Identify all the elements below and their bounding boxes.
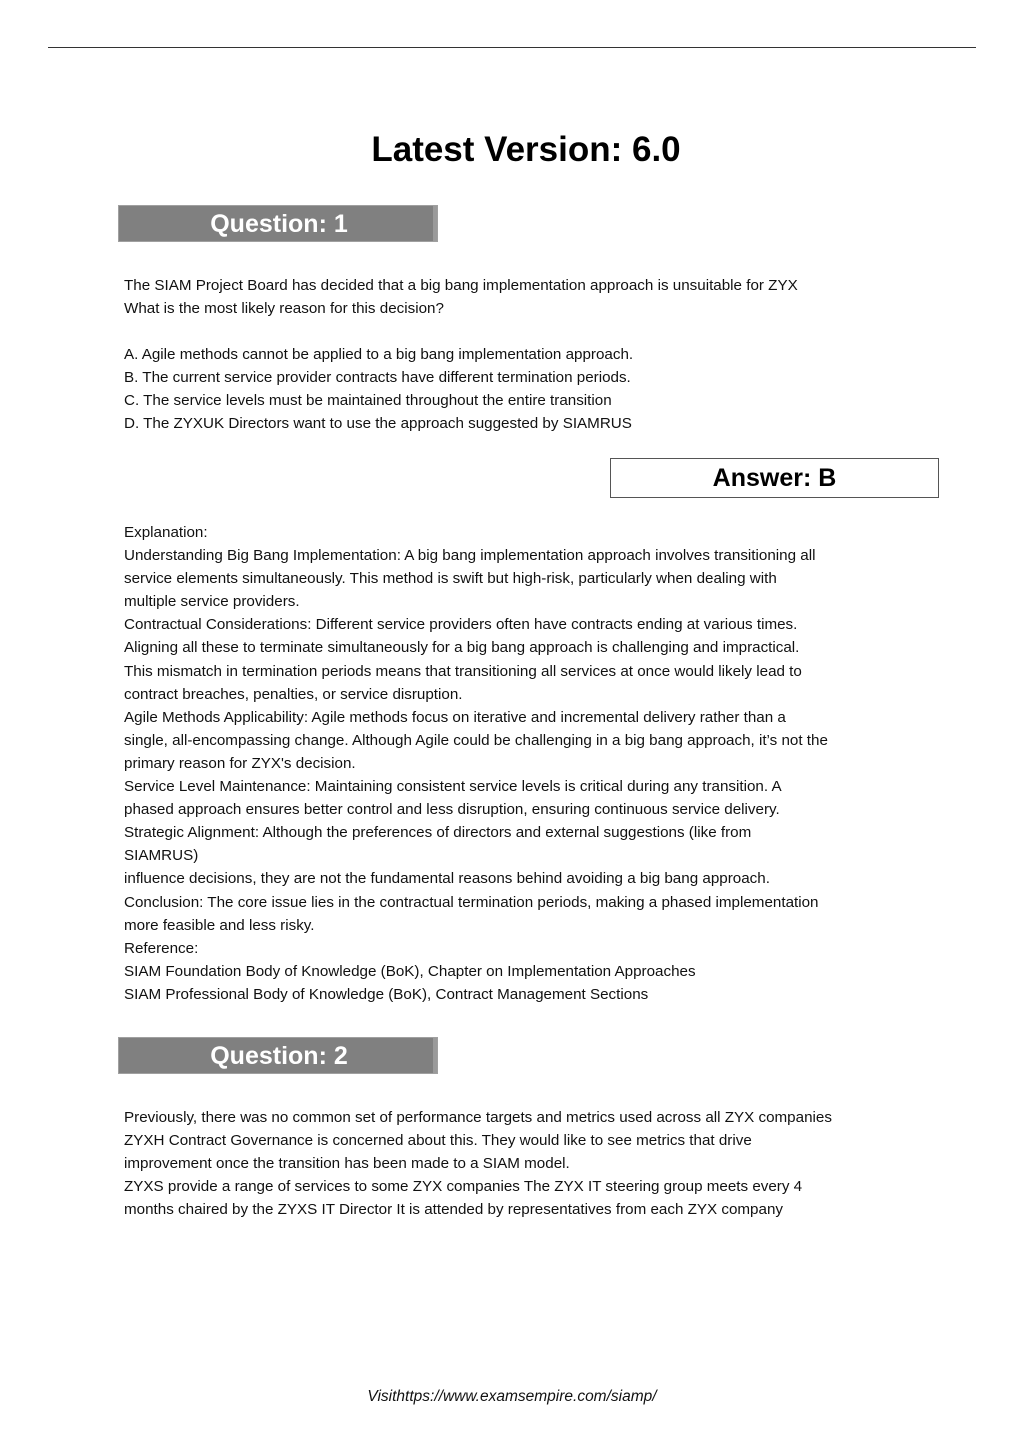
question-1-options xyxy=(124,343,944,435)
explanation-line: Aligning all these to terminate simultaneously for a big bang approach is challenging and impractical. xyxy=(124,639,800,657)
explanation-line: SIAM Foundation Body of Knowledge (BoK), Chapter on Implementation Approaches xyxy=(124,962,696,980)
page-title: Latest Version: 6.0 xyxy=(371,130,681,169)
explanation-line: Service Level Maintenance: Maintaining consistent service levels is critical during any transition. A xyxy=(124,778,782,796)
explanation-line: Strategic Alignment: Although the preferences of directors and external suggestions (like from xyxy=(124,824,752,842)
explanation-line: contract breaches, penalties, or service disruption. xyxy=(124,685,463,703)
header-rule xyxy=(48,47,976,48)
question-1-stem-line: The SIAM Project Board has decided that a big bang implementation approach is unsuitable for ZYX xyxy=(124,277,798,294)
question-2-stem-line: months chaired by the ZYXS IT Director It is attended by representatives from each ZYX company xyxy=(124,1201,783,1219)
explanation-line: more feasible and less risky. xyxy=(124,916,315,934)
question-2-stem-line: Previously, there was no common set of performance targets and metrics used across all ZYX companies xyxy=(124,1109,832,1126)
explanation-line: multiple service providers. xyxy=(124,593,300,611)
explanation-line: Explanation: xyxy=(124,524,208,541)
option-a: A. Agile methods cannot be applied to a big bang implementation approach. xyxy=(124,346,634,363)
explanation-line: primary reason for ZYX's decision. xyxy=(124,754,356,772)
explanation-line: This mismatch in termination periods means that transitioning all services at once would likely lead to xyxy=(124,662,802,680)
question-2-label: Question: 2 xyxy=(210,1042,348,1070)
question-2-stem xyxy=(124,1106,944,1221)
option-b: B. The current service provider contracts have different termination periods. xyxy=(124,369,631,387)
explanation-line: Contractual Considerations: Different service providers often have contracts ending at various times. xyxy=(124,616,798,634)
answer-box: Answer: B xyxy=(610,458,939,498)
question-1-explanation xyxy=(124,521,944,1006)
explanation-line: service elements simultaneously. This method is swift but high-risk, particularly when dealing with xyxy=(124,570,777,588)
explanation-line: phased approach ensures better control and less disruption, ensuring continuous service delivery. xyxy=(124,801,780,819)
question-1-stem xyxy=(124,274,944,320)
explanation-line: single, all-encompassing change. Although Agile could be challenging in a big bang approach, it’s not the xyxy=(124,731,828,749)
explanation-line: SIAMRUS) xyxy=(124,847,199,865)
explanation-line: Conclusion: The core issue lies in the contractual termination periods, making a phased implementation xyxy=(124,893,819,911)
question-1-label: Question: 1 xyxy=(210,210,348,238)
option-c: C. The service levels must be maintained throughout the entire transition xyxy=(124,392,612,410)
explanation-line: Reference: xyxy=(124,939,199,957)
explanation-line: influence decisions, they are not the fundamental reasons behind avoiding a big bang approach. xyxy=(124,870,770,888)
question-2-stem-line: improvement once the transition has been made to a SIAM model. xyxy=(124,1155,570,1173)
explanation-line: Understanding Big Bang Implementation: A big bang implementation approach involves transitioning all xyxy=(124,547,816,565)
question-2-stem-line: ZYXH Contract Governance is concerned about this. They would like to see metrics that drive xyxy=(124,1132,752,1150)
explanation-line: Agile Methods Applicability: Agile methods focus on iterative and incremental delivery rather than a xyxy=(124,708,786,726)
question-1-banner xyxy=(118,205,438,242)
option-d: D. The ZYXUK Directors want to use the approach suggested by SIAMRUS xyxy=(124,415,632,433)
question-1-stem-line: What is the most likely reason for this decision? xyxy=(124,300,444,318)
question-2-banner xyxy=(118,1037,438,1074)
question-2-stem-line: ZYXS provide a range of services to some ZYX companies The ZYX IT steering group meets every 4 xyxy=(124,1178,803,1196)
footer-link[interactable]: Visithttps://www.examsempire.com/siamp/ xyxy=(367,1388,657,1405)
explanation-line: SIAM Professional Body of Knowledge (BoK), Contract Management Sections xyxy=(124,985,649,1003)
